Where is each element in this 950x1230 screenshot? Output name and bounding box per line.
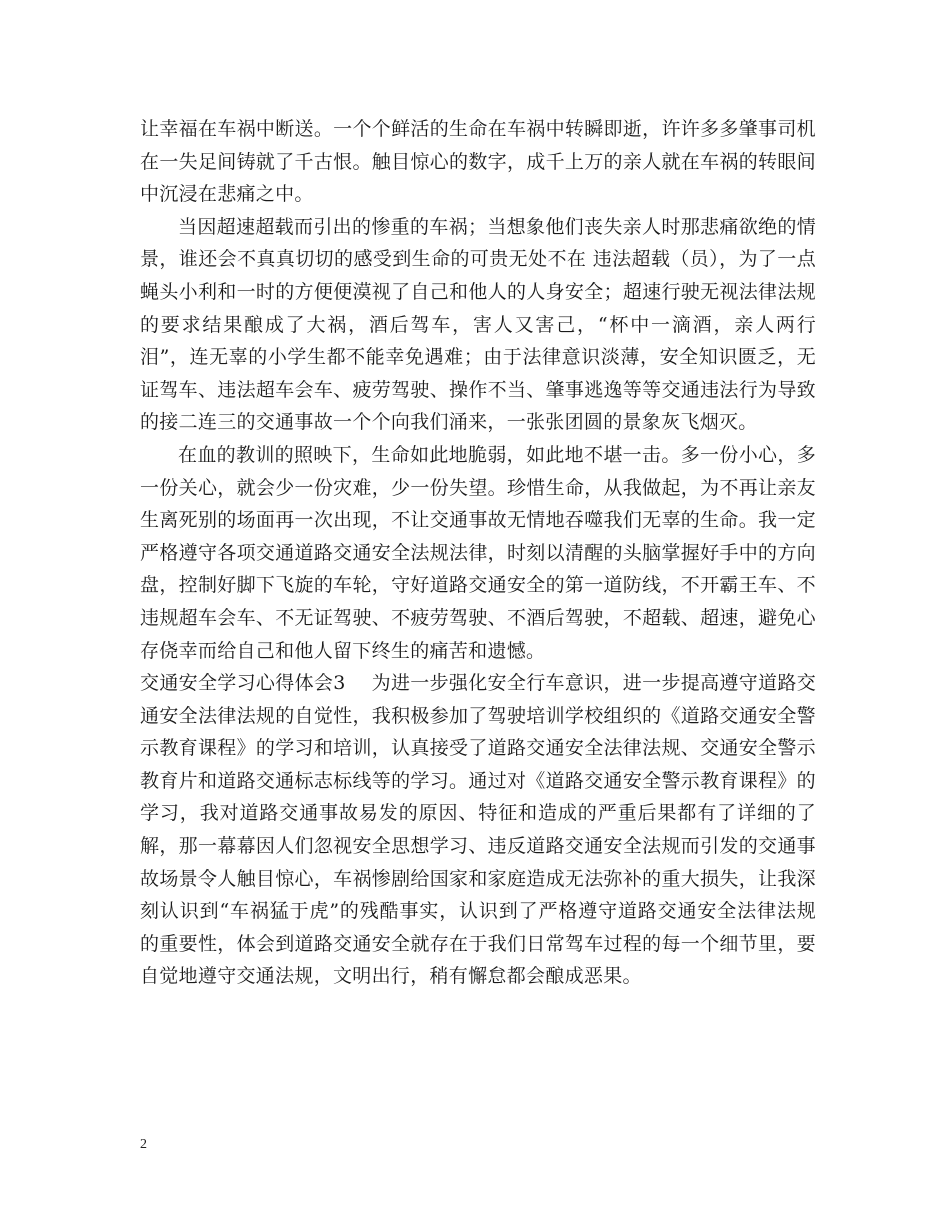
paragraph-continuation: 让幸福在车祸中断送。一个个鲜活的生命在车祸中转瞬即逝，许许多多肇事司机在一失足间铸就了千古恨。触目惊心的数字，成千上万的亲人就在车祸的转眼间中沉浸在悲痛之中。 <box>140 118 816 206</box>
paragraph-accident-causes: 当因超速超载而引出的惨重的车祸；当想象他们丧失亲人时那悲痛欲绝的情景，谁还会不真真切切的感受到生命的可贵无处不在 违法超载（员），为了一点蝇头小利和一时的方便便漠视了自己和他人的人身安全；超速行驶无视法律法规的要求结果酿成了大祸，酒后驾车，害人又害己，“杯中一滴酒，亲人两行泪”，连无辜的小学生都不能幸免遇难；由于法律意识淡薄，安全知识匮乏，无证驾车、违法超车会车、疲劳驾驶、操作不当、肇事逃逸等等交通违法行为导致的接二连三的交通事故一个个向我们涌来，一张张团圆的景象灰飞烟灭。 <box>140 215 816 434</box>
section-paragraph <box>140 667 816 993</box>
page-number: 2 <box>140 1137 147 1152</box>
document-body <box>140 113 816 993</box>
section-text: 为进一步强化安全行车意识，进一步提高遵守道路交通安全法律法规的自觉性，我积极参加了驾驶培训学校组织的《道路交通安全警示教育课程》的学习和培训，认真接受了道路交通安全法律法规、交通安全警示教育片和道路交通标志标线等的学习。通过对《道路交通安全警示教育课程》的学习，我对道路交通事故易发的原因、特征和造成的严重后果都有了详细的了解，那一幕幕因人们忽视安全思想学习、违反道路交通安全法规而引发的交通事故场景令人触目惊心，车祸惨剧给国家和家庭造成无法弥补的重大损失，让我深刻认识到“车祸猛于虎”的残酷事实，认识到了严格遵守道路交通安全法律法规的重要性，体会到道路交通安全就存在于我们日常驾车过程的每一个细节里，要自觉地遵守交通法规，文明出行，稍有懈怠都会酿成恶果。 <box>140 672 817 988</box>
section-heading: 交通安全学习心得体会3 <box>140 672 346 695</box>
paragraph-cherish-life: 在血的教训的照映下，生命如此地脆弱，如此地不堪一击。多一份小心，多一份关心，就会少一份灾难，少一份失望。珍惜生命，从我做起，为不再让亲友生离死别的场面再一次出现，不让交通事故无情地吞噬我们无辜的生命。我一定严格遵守各项交通道路交通安全法规法律，时刻以清醒的头脑掌握好手中的方向盘，控制好脚下飞旋的车轮，守好道路交通安全的第一道防线，不开霸王车、不违规超车会车、不无证驾驶、不疲劳驾驶、不酒后驾驶，不超载、超速，避免心存侥幸而给自己和他人留下终生的痛苦和遗憾。 <box>140 443 816 662</box>
